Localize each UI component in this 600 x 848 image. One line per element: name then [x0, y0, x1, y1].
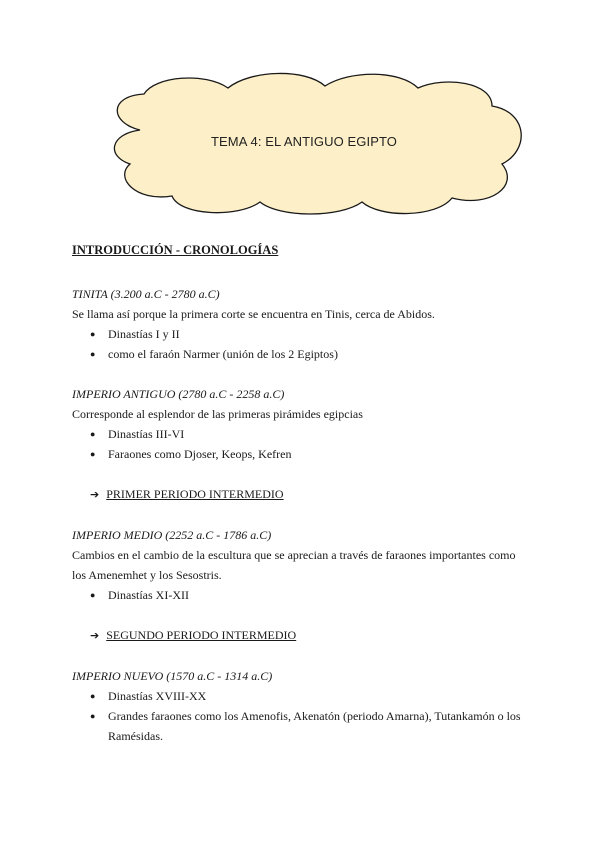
bullet-icon: ●	[90, 329, 96, 339]
bullet-icon: ●	[90, 449, 96, 459]
imperio-medio-title: IMPERIO MEDIO (2252 a.C - 1786 a.C)	[72, 528, 272, 542]
imperio-nuevo-section	[72, 666, 532, 746]
arrow-right-icon: ➔	[90, 488, 100, 501]
imperio-nuevo-title: IMPERIO NUEVO (1570 a.C - 1314 a.C)	[72, 669, 273, 683]
bullet-icon: ●	[90, 711, 96, 721]
section-heading: INTRODUCCIÓN - CRONOLOGÍAS	[72, 243, 279, 257]
bullet-icon: ●	[90, 590, 96, 600]
list-item: ● como el faraón Narmer (unión de los 2 Egiptos)	[72, 344, 532, 364]
tinita-section	[72, 284, 532, 364]
bullet-icon: ●	[90, 349, 96, 359]
tinita-title: TINITA (3.200 a.C - 2780 a.C)	[72, 287, 220, 301]
primer-periodo-line	[72, 484, 532, 505]
tinita-text: Se llama así porque la primera corte se encuentra en Tinis, cerca de Abidos.	[72, 307, 435, 321]
bullet-icon: ●	[90, 429, 96, 439]
imperio-antiguo-list	[72, 424, 532, 464]
list-item: ● Faraones como Djoser, Keops, Kefren	[72, 444, 532, 464]
list-item: ● Dinastías XI-XII	[72, 585, 532, 605]
segundo-periodo-label: SEGUNDO PERIODO INTERMEDIO	[106, 628, 297, 642]
imperio-nuevo-list	[72, 686, 532, 746]
bullet-icon: ●	[90, 691, 96, 701]
segundo-periodo-line	[72, 625, 532, 646]
imperio-antiguo-text: Corresponde al esplendor de las primeras pirámides egipcias	[72, 407, 363, 421]
document-title: TEMA 4: EL ANTIGUO EGIPTO	[211, 133, 397, 149]
list-item: ● Grandes faraones como los Amenofis, Akenatón (periodo Amarna), Tutankamón o los Ramésidas.	[72, 706, 532, 746]
imperio-medio-list	[72, 585, 532, 605]
list-item: ● Dinastías I y II	[72, 324, 532, 344]
arrow-right-icon: ➔	[90, 629, 100, 642]
imperio-medio-text: Cambios en el cambio de la escultura que se aprecian a través de faraones importantes como los Amenemhet y los Sesostris.	[72, 548, 516, 582]
tinita-list	[72, 324, 532, 364]
list-item: ● Dinastías XVIII-XX	[72, 686, 532, 706]
imperio-antiguo-title: IMPERIO ANTIGUO (2780 a.C - 2258 a.C)	[72, 387, 285, 401]
primer-periodo-label: PRIMER PERIODO INTERMEDIO	[106, 487, 284, 501]
imperio-medio-section	[72, 525, 532, 605]
list-item: ● Dinastías III-VI	[72, 424, 532, 444]
imperio-antiguo-section	[72, 384, 532, 464]
document-body	[72, 240, 532, 746]
